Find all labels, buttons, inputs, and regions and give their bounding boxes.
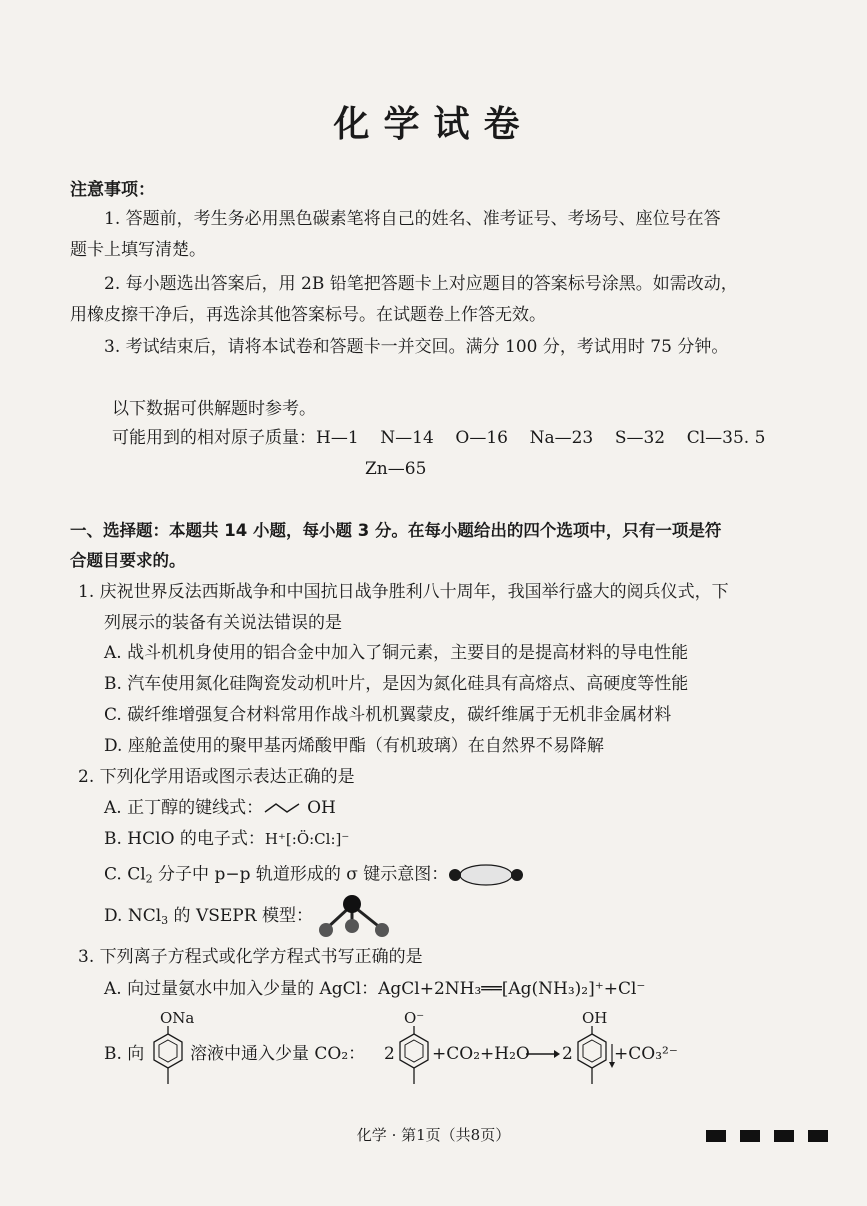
q2-b-formula: H⁺[:Ö:Cl:]⁻ [264,830,350,848]
notice-item1-line2: 题卡上填写清楚。 [70,240,206,260]
reference-masses-line2: Zn—65 [365,459,427,479]
q3-b-mid: 溶液中通入少量 CO₂： [190,1044,366,1064]
q3-b-coef1: 2 [384,1044,395,1064]
marker-block [740,1130,760,1142]
notice-item3: 3. 考试结束后，请将本试卷和答题卡一并交回。满分 100 分，考试用时 75 分钟。 [104,337,729,357]
q2-a-text: A. 正丁醇的键线式： [104,798,264,818]
q2-option-b [104,827,349,851]
page-footer: 化学 · 第1页（共8页） [356,1126,511,1144]
q2-d-post: 的 VSEPR 模型： [168,906,313,926]
q2-b-text: B. HClO 的电子式： [104,829,265,849]
q2-c-sub: 2 [145,872,153,886]
sodium-cresolate-ring-icon [150,1026,186,1088]
notice-heading: 注意事项： [70,180,155,200]
q3-b-sub1: ONa [160,1009,195,1027]
q3-stem: 3. 下列离子方程式或化学方程式书写正确的是 [78,947,423,967]
reference-masses [112,426,765,450]
q1-option-b: B. 汽车使用氮化硅陶瓷发动机叶片，是因为氮化硅具有高熔点、高硬度等性能 [104,674,689,694]
masses-values: H—1 N—14 O—16 Na—23 S—32 Cl—35. 5 [316,428,766,448]
marker-block [706,1130,726,1142]
sigma-bond-diagram-icon [448,862,524,888]
notice-item2-line1: 2. 每小题选出答案后，用 2B 铅笔把答题卡上对应题目的答案标号涂黑。如需改动， [104,274,738,294]
q3-b-pre: B. 向 [104,1044,145,1064]
q2-a-formula: OH [307,798,336,818]
q2-option-c [104,862,524,892]
footer-marker-blocks [706,1127,828,1146]
notice-item1-line1: 1. 答题前，考生务必用黑色碳素笔将自己的姓名、准考证号、考场号、座位号在答 [104,209,721,229]
marker-block [774,1130,794,1142]
marker-block [808,1130,828,1142]
vsepr-model-icon [312,893,394,939]
q1-stem-line1: 1. 庆祝世界反法西斯战争和中国抗日战争胜利八十周年，我国举行盛大的阅兵仪式，下 [78,582,729,602]
cresolate-anion-ring-icon [396,1026,432,1088]
section1-heading-line2: 合题目要求的。 [70,551,186,570]
butanol-skeleton-icon [263,800,307,818]
q2-d-sub: 3 [161,914,169,927]
q3-b-products: +CO₃²⁻ [614,1044,678,1064]
q2-d-pre: D. NCl [104,906,162,926]
reference-intro: 以下数据可供解题时参考。 [112,399,316,419]
q3-b-reactants: +CO₂+H₂O [432,1044,530,1064]
notice-item2-line2: 用橡皮擦干净后，再选涂其他答案标号。在试题卷上作答无效。 [70,305,546,325]
q2-option-a [104,796,336,820]
reaction-arrow-icon [526,1048,560,1060]
q1-option-c: C. 碳纤维增强复合材料常用作战斗机机翼蒙皮，碳纤维属于无机非金属材料 [104,705,672,725]
masses-label: 可能用到的相对原子质量： [112,428,316,448]
q3-b-coef2: 2 [562,1044,573,1064]
q1-stem-line2: 列展示的装备有关说法错误的是 [104,613,342,633]
q1-option-a: A. 战斗机机身使用的铝合金中加入了铜元素，主要目的是提高材料的导电性能 [104,643,689,663]
q3-b-sub3: OH [582,1009,608,1027]
q2-stem: 2. 下列化学用语或图示表达正确的是 [78,767,355,787]
q3-b-sub2: O⁻ [404,1009,425,1027]
page-title: 化学试卷 [333,104,534,145]
section1-heading-line1: 一、选择题：本题共 14 小题，每小题 3 分。在每小题给出的四个选项中，只有一项是符 [70,521,722,540]
q2-c-post: 分子中 p−p 轨道形成的 σ 键示意图： [152,864,449,885]
q2-c-pre: C. Cl [104,864,146,885]
q3-option-a: A. 向过量氨水中加入少量的 AgCl：AgCl+2NH₃══[Ag(NH₃)₂]⁺+Cl⁻ [104,979,646,999]
q1-option-d: D. 座舱盖使用的聚甲基丙烯酸甲酯（有机玻璃）在自然界不易降解 [104,736,604,756]
q2-option-d [104,904,313,933]
